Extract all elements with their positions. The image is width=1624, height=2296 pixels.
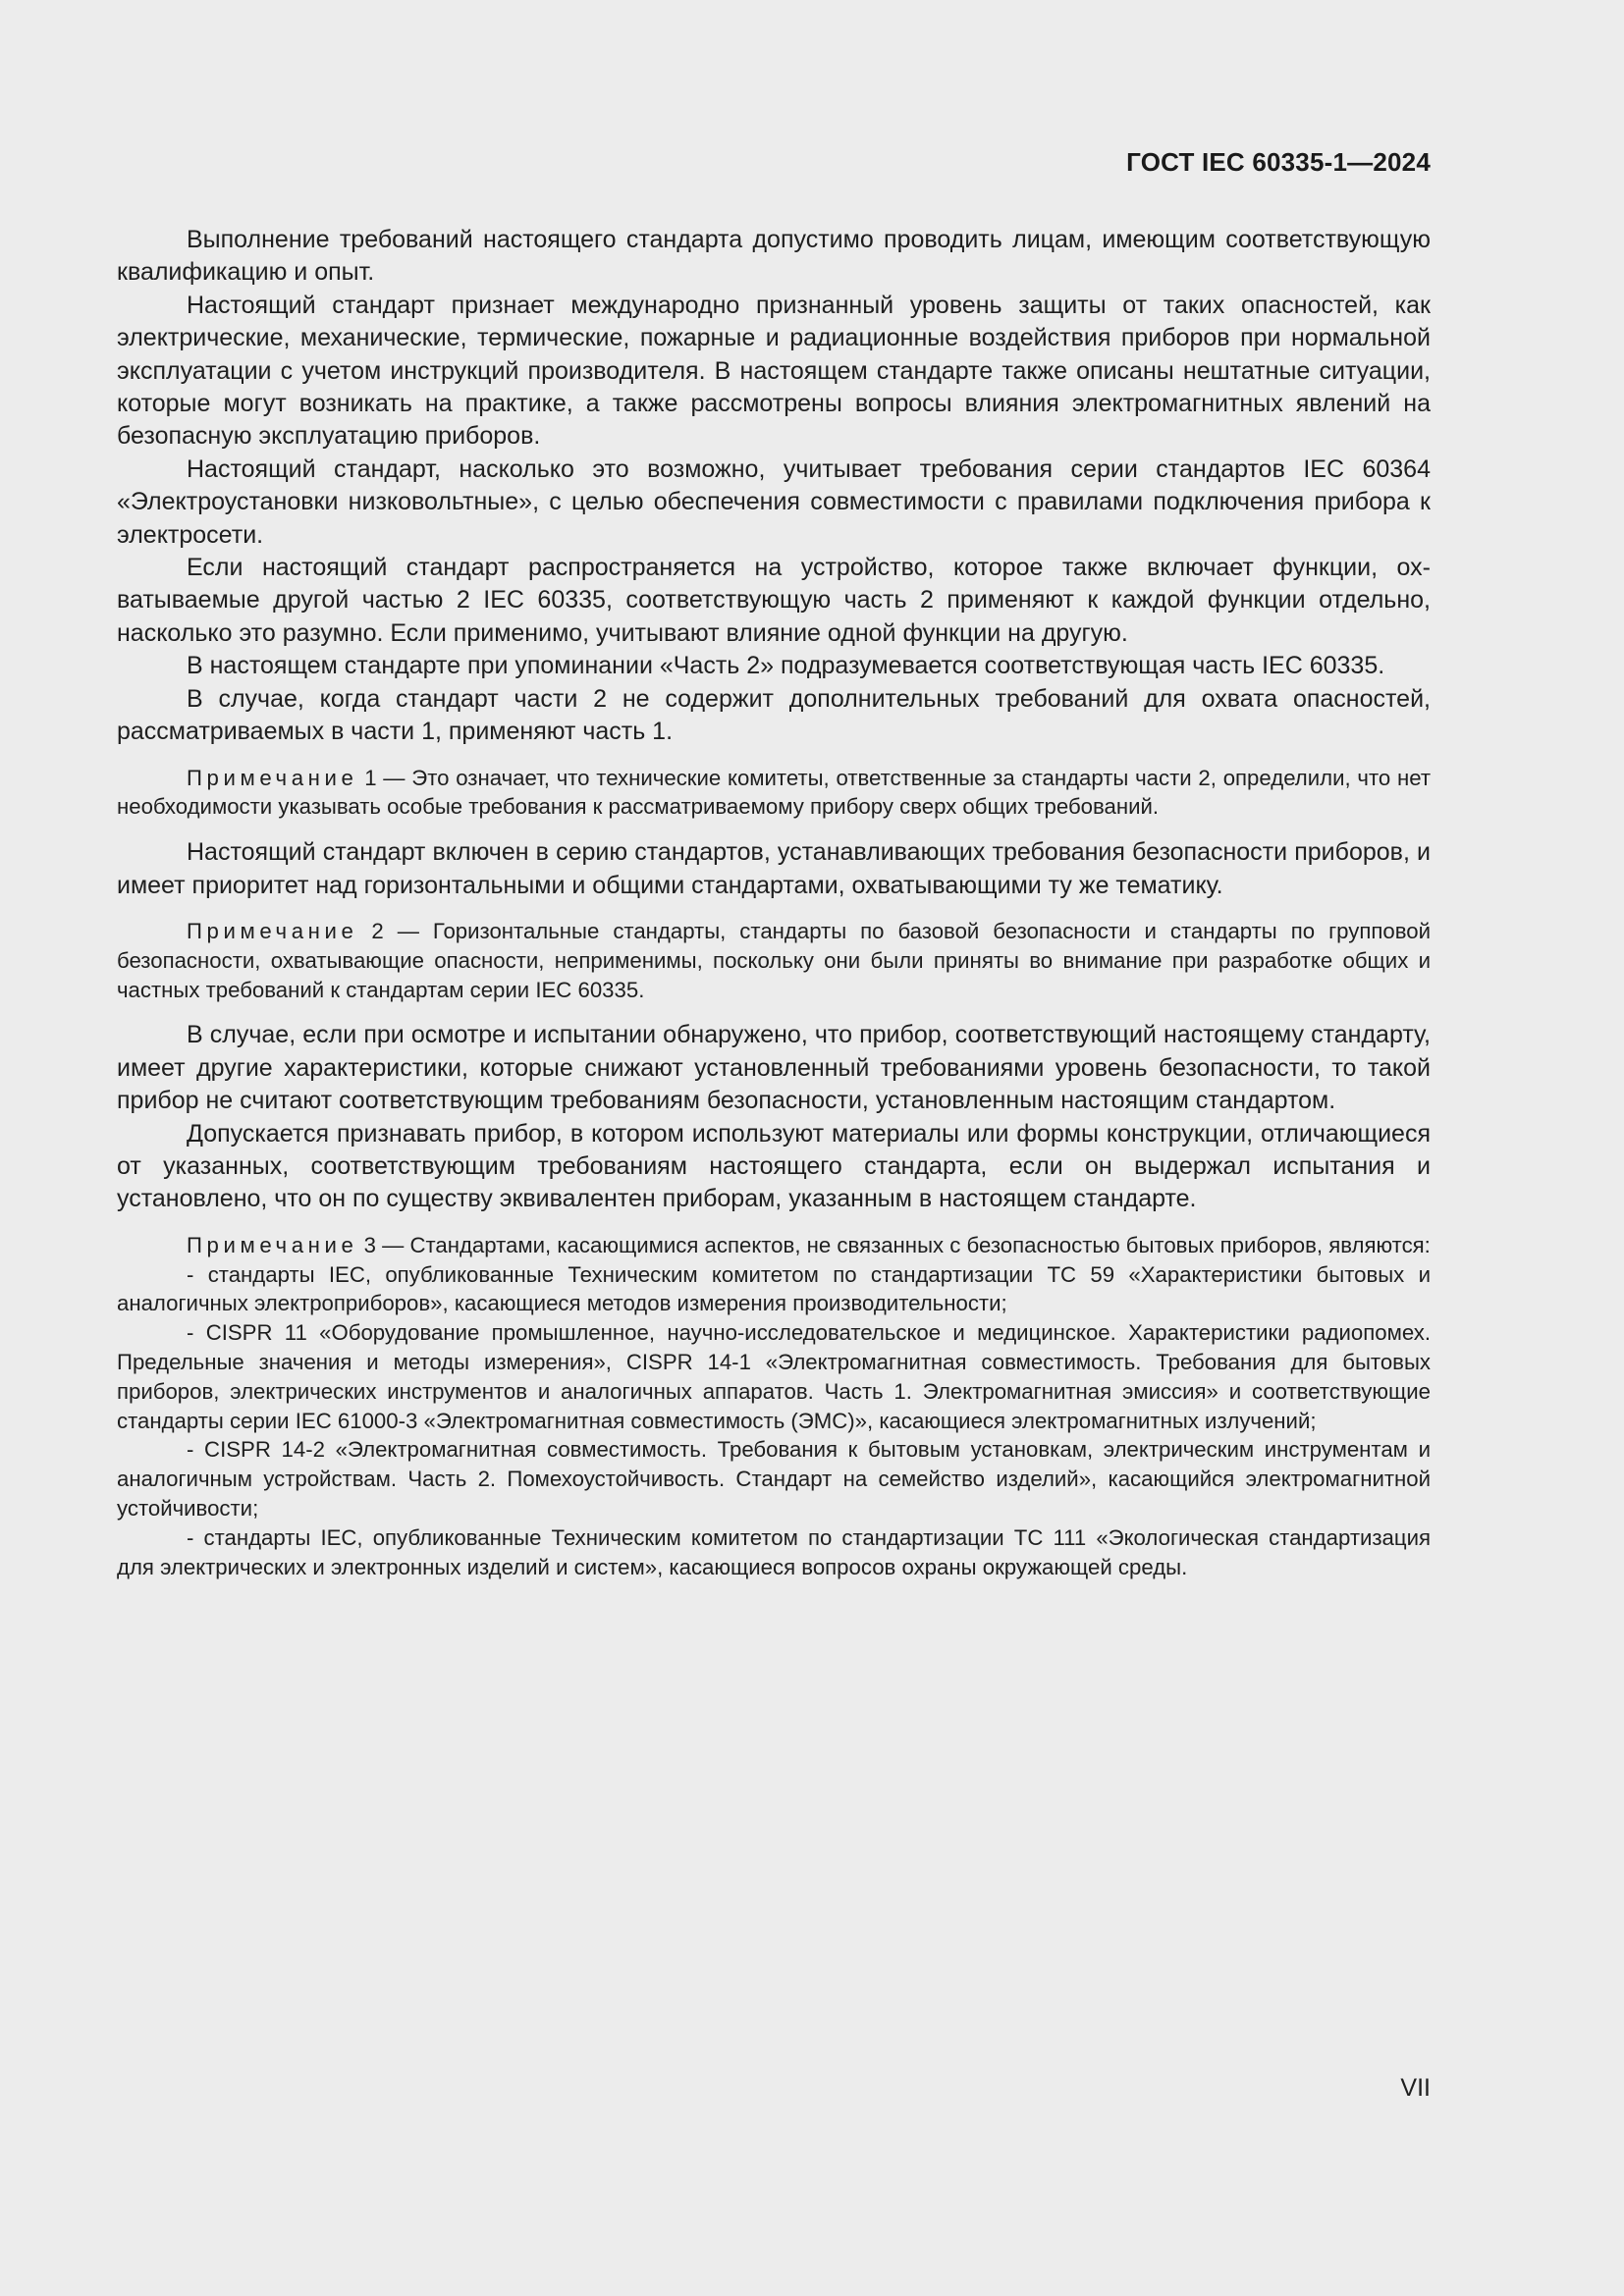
note-3-item-tc59: - стандарты IEC, опубликованные Техническим комитетом по стандартизации TC 59 «Характеристики бытовых и аналогичных электроприборов», касающиеся методов измерения производительности; — [117, 1261, 1431, 1316]
paragraph-protection-level: Настоящий стандарт признает международно признанный уровень защиты от таких опасностей, как электрические, механические, термические, пожарные и радиационные воздействия приборов при нормальной эксплуатации с учетом инструкций производителя. В настоящем стандарте также описаны нештатные ситуации, которые могут возникать на практике, а также рассмотрены вопросы влияния электромагнитных явлений на безопасную эксплуатацию приборов. — [117, 291, 1431, 451]
note-3-item-cispr-11: - CISPR 11 «Оборудование промышленное, научно-исследовательское и медицинское. Характеристики радиопомех. Предельные значения и методы измерения», CISPR 14-1 «Электромагнитная совместимость. Требования для бытовых приборов, электрических инструментов и аналогичных аппаратов. Часть 1. Электромагнитная эмиссия» и соответствующие стандарты серии IEC 61000-3 «Электромагнитная совместимость (ЭМС)», касающиеся электромагнитных излучений; — [117, 1320, 1431, 1433]
document-body — [117, 224, 1431, 1581]
note-1 — [117, 764, 1431, 823]
note-2-text: 2 — Горизонтальные стандарты, стандарты по базовой безопасности и стандарты по групповой безопасности, охватывающие опасности, неприменимы, поскольку они были приняты во внимание при разработке общих и частных требований к стандартам серии IEC 60335. — [117, 918, 1431, 1002]
note-3-label: Примечание — [187, 1232, 358, 1257]
paragraph-qualification: Выполнение требований настоящего стандарта допустимо проводить лицам, имеющим соответствующую квалификацию и опыт. — [117, 226, 1431, 287]
note-3 — [117, 1231, 1431, 1260]
paragraph-multiple-functions: Если настоящий стандарт распространяется на устройство, которое также включает функции, охватываемые другой частью 2 IEC 60335, соответствующую часть 2 применяют к каждой функции отдельно, насколько это разумно. Если применимо, учитывают влияние одной функции на другую. — [117, 554, 1431, 647]
page-number: VII — [1400, 2074, 1431, 2102]
document-code-header: ГОСТ IEC 60335-1—2024 — [1126, 147, 1431, 177]
note-1-label: Примечание — [187, 765, 358, 790]
note-2 — [117, 917, 1431, 1004]
paragraph-part-2-reference: В настоящем стандарте при упоминании «Часть 2» подразумевается соответствующая часть IEC 60335. — [187, 652, 1385, 680]
note-1-text: 1 — Это означает, что технические комитеты, ответственные за стандарты части 2, определили, что нет необходимости указывать особые требования к рассматриваемому прибору сверх общих требований. — [117, 765, 1431, 820]
note-3-text: 3 — Стандартами, касающимися аспектов, не связанных с безопасностью бытовых приборов, являются: — [357, 1232, 1431, 1257]
note-3-item-tc111: - стандарты IEC, опубликованные Техническим комитетом по стандартизации TC 111 «Экологическая стандартизация для электрических и электронных изделий и систем», касающиеся вопросов охраны окружающей среды. — [117, 1524, 1431, 1579]
paragraph-alternative-materials: Допускается признавать прибор, в котором используют материалы или формы конструкции, отличающиеся от указанных, соответствующим требованиям настоящего стандарта, если он выдержал испытания и установлено, что он по существу эквивалентен приборам, указанным в настоящем стандарте. — [117, 1119, 1431, 1213]
note-2-label: Примечание — [187, 918, 358, 943]
paragraph-series-priority: Настоящий стандарт включен в серию стандартов, устанавливающих требования безопасности приборов, и имеет приоритет над горизонтальными и общими стандартами, охватывающими ту же тематику. — [117, 838, 1431, 899]
paragraph-part-1-applies: В случае, когда стандарт части 2 не содержит дополнительных требований для охвата опасностей, рассматриваемых в части 1, применяют часть 1. — [117, 684, 1431, 746]
paragraph-reduced-safety: В случае, если при осмотре и испытании обнаружено, что прибор, соответствующий настоящему стандарту, имеет другие характеристики, которые снижают установленный требованиями уровень безопасности, то такой прибор не считают соответствующим требованиям безопасности, установленным настоящим стандартом. — [117, 1021, 1431, 1115]
paragraph-iec-60364: Настоящий стандарт, насколько это возможно, учитывает требования серии стандартов IEC 60364 «Электроустановки низковольтные», с целью обеспечения совместимости с правилами подключения прибора к электросети. — [117, 454, 1431, 549]
note-3-item-cispr-14-2: - CISPR 14-2 «Электромагнитная совместимость. Требования к бытовым установкам, электрическим инструментам и аналогичным устройствам. Часть 2. Помехоустойчивость. Стандарт на семейство изделий», касающийся электромагнитной устойчивости; — [117, 1437, 1431, 1521]
